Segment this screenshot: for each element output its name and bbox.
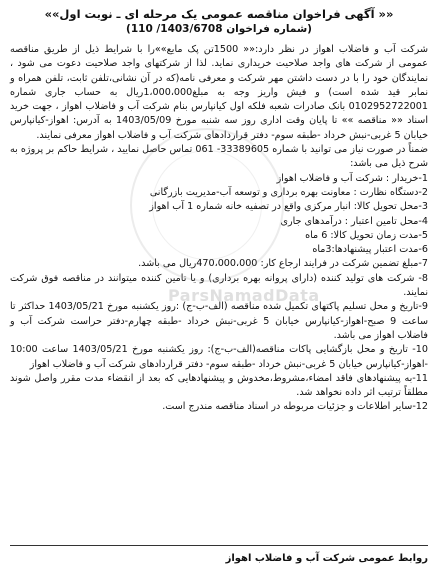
notice-intro: شرکت آب و فاضلاب اهواز در نظر دارد:«« 1500تن پک مایع»»را با شرایط ذیل از طریق مناقصه عمومی از شرکت های واجد صلاحیت خریداری نماید. لذا از شرکتهای واجد صلاحیت دعوت می شود ، نمایندگان خود را با در دست داشتن مهر شرکت و معرفی نامه(که در آن نشانی،تلفن ثابت، تلفن همراه و نمابر قید شده است) و فیش واریز وجه به مبلغ1،000،000ریال به حساب جاری شماره 0102952722001 بانک صادرات شعبه فلکه اول کیانپارس بنام شرکت آب و فاضلاب اهواز ، جهت خرید اسناد «« مناقصه »» تا پایان وقت اداری روز سه شنبه مورخ 1403/05/09 به آدرس: اهواز-کیانپارس خیابان 5 غربی-نبش خرداد -طبقه سوم- دفتر قراردادهای شرکت آب و فاضلاب اهواز معرفی نمایند. (10, 44, 429, 141)
notice-number: (شماره فراخوان 1403/6708/ 110) (126, 23, 312, 35)
public-relations-footer: روابط عمومی شرکت آب و فاضلاب اهواز (10, 545, 428, 566)
condition-item: 11-به پیشنهادهای فاقد امضاء،مشروط،مخدوش و پیشنهادهایی که بعد از انقضاء مدت مقرر واصل شوند مطلقاً ترتیب اثر داده نخواهد شد. (10, 372, 428, 399)
notice-title: «« آگهی فراخوان مناقصه عمومی یک مرحله ای ـ نوبت اول»» (44, 7, 394, 21)
condition-item: 2-دستگاه نظارت : معاونت بهره برداری و توسعه آب-مدیریت بازرگانی (149, 186, 428, 198)
notice-contact: ضمناً در صورت نیاز می توانید با شماره 33389605- 061 تماس حاصل نمایید ، شرایط حاکم بر پروژه به شرح ذیل می باشد: (10, 144, 428, 170)
condition-item: 7-مبلغ تضمین شرکت در فرایند ارجاع کار: 470،000،000ریال می باشد. (138, 258, 428, 270)
condition-item: 8- شرکت های تولید کننده (دارای پروانه بهره برداری) و یا تامین کننده میتوانند در مناقصه فوق شرکت نمایند. (10, 272, 428, 299)
condition-item: 3-محل تحویل کالا: انبار مرکزی واقع در تصفیه خانه شماره 1 آب اهواز (149, 201, 428, 213)
condition-item: 4-محل تامین اعتبار : درآمدهای جاری (280, 215, 428, 227)
condition-item: 9-تاریخ و محل تسلیم پاکتهای تکمیل شده مناقصه (الف-ب-ج) :روز یکشنبه مورخ 1403/05/21 حداکثر تا ساعت 9 صبح-اهواز-کیانپارس خیابان 5 غربی-نبش خرداد -طبقه چهارم-دفتر حراست شرکت آب و فاضلاب اهواز می باشد. (10, 301, 428, 341)
condition-item: 6-مدت اعتبار پیشنهادها:3ماه (312, 244, 428, 256)
condition-item: 1-خریدار : شرکت آب و فاضلاب اهواز (276, 172, 428, 184)
conditions-list (10, 172, 428, 415)
condition-item: 12-سایر اطلاعات و جزئیات مربوطه در اسناد مناقصه مندرج است. (162, 401, 428, 413)
condition-item: 10- تاریخ و محل بازگشایی پاکات مناقصه(الف-ب-ج): روز یکشنبه مورخ 1403/05/21 ساعت 10:00 -اهواز-کیانپارس خیابان 5 غربی-نبش خرداد -طبقه سوم- دفتر قراردادهای شرکت آب و فاضلاب اهواز (10, 344, 428, 370)
condition-item: 5-مدت زمان تحویل کالا: 6 ماه (305, 229, 428, 241)
watermark-logo: ParsNamadData (168, 286, 320, 305)
